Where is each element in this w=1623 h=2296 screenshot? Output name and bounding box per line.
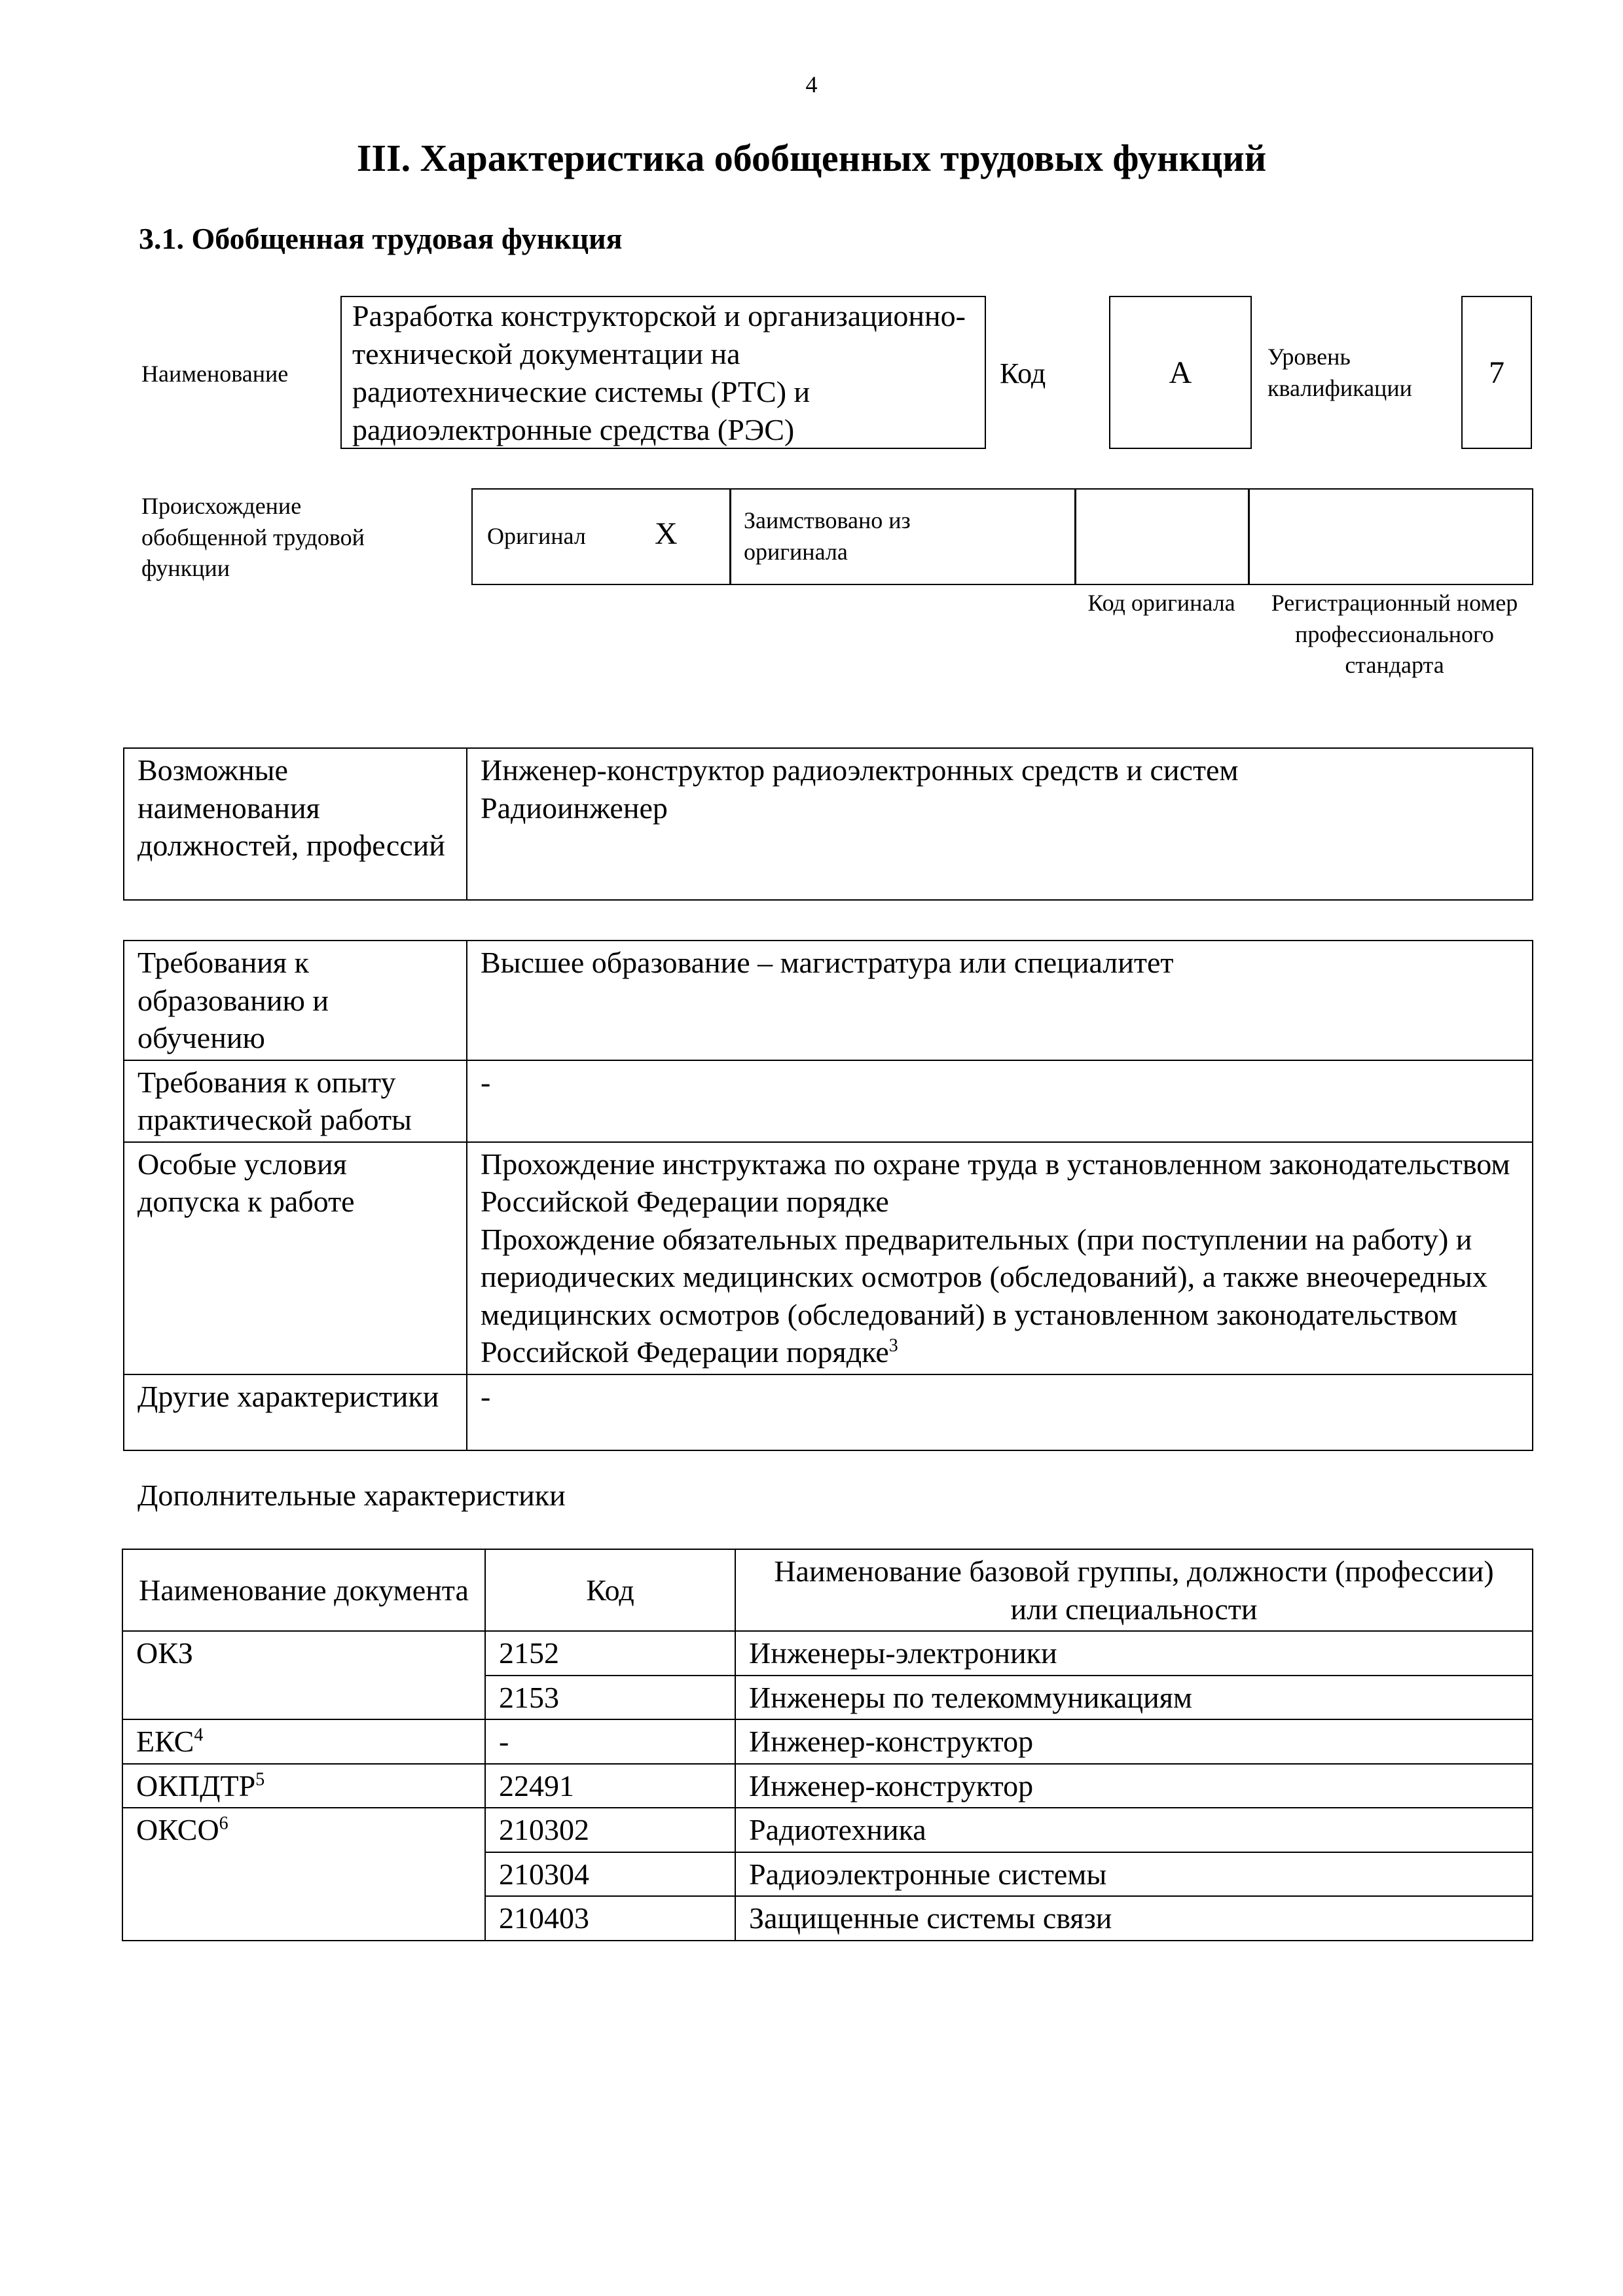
- table-row: [124, 1142, 1533, 1374]
- document-cell: ОКЗ: [122, 1631, 485, 1719]
- origin-label: Происхождение обобщенной трудовой функции: [141, 493, 365, 582]
- code-value-box: [1109, 296, 1252, 449]
- additional-title: Дополнительные характеристики: [137, 1479, 566, 1512]
- education-value: Высшее образование – магистратура или специалитет: [467, 941, 1533, 1060]
- experience-label: Требования к опыту практической работы: [124, 1060, 467, 1142]
- footnote-ref: 6: [219, 1813, 228, 1834]
- name-value-box: [340, 296, 986, 449]
- code-cell: 210403: [485, 1896, 735, 1941]
- table-row: [124, 1374, 1533, 1450]
- special-condition-item: Прохождение обязательных предварительных (при поступлении на работу) и периодических медицинских осмотров (обследований), а также внеочередных медицинских осмотров (обследований) в установленном законодательством Российской Федерации порядке$^3$: [481, 1222, 1487, 1369]
- group-name-cell: Инженер-конструктор: [735, 1719, 1533, 1764]
- borrowed-label: Заимствовано из оригинала: [744, 507, 911, 565]
- document-cell: ОКСО$^6$: [122, 1808, 485, 1941]
- name-value: Разработка конструкторской и организационно-технической документации на радиотехнические системы (РТС) и радиоэлектронные средства (РЭС): [352, 299, 966, 446]
- document-cell: ЕКС$^4$: [122, 1719, 485, 1764]
- origin-divider-1: [729, 488, 731, 585]
- name-label: Наименование: [141, 361, 289, 387]
- table-row: [122, 1764, 1533, 1808]
- table-row: [122, 1631, 1533, 1676]
- requirements-table: [123, 940, 1533, 1451]
- subsection-title: 3.1. Обобщенная трудовая функция: [139, 222, 623, 255]
- special-conditions-label: Особые условия допуска к работе: [124, 1142, 467, 1374]
- code-value: А: [1169, 355, 1192, 390]
- page-number: 4: [805, 71, 818, 98]
- group-name-cell: Инженер-конструктор: [735, 1764, 1533, 1808]
- header-code: Код: [485, 1549, 735, 1631]
- position-item: Радиоинженер: [481, 791, 668, 825]
- group-name-cell: Защищенные системы связи: [735, 1896, 1533, 1941]
- code-cell: 210304: [485, 1852, 735, 1897]
- positions-row: [124, 748, 1533, 900]
- other-label: Другие характеристики: [124, 1374, 467, 1450]
- experience-value: -: [467, 1060, 1533, 1142]
- code-cell: 210302: [485, 1808, 735, 1852]
- code-cell: -: [485, 1719, 735, 1764]
- original-mark: X: [655, 516, 678, 551]
- footnote-ref: 4: [194, 1725, 204, 1746]
- group-name-cell: Радиотехника: [735, 1808, 1533, 1852]
- table-row: [124, 941, 1533, 1060]
- positions-label: Возможные наименования должностей, профессий: [124, 748, 467, 900]
- positions-table: [123, 747, 1533, 901]
- document-cell: ОКПДТР$^5$: [122, 1764, 485, 1808]
- level-label: Уровень квалификации: [1267, 344, 1412, 401]
- positions-values: [467, 748, 1533, 900]
- origin-divider-3: [1248, 488, 1250, 585]
- section-title: III. Характеристика обобщенных трудовых функций: [356, 137, 1267, 179]
- table-row: [122, 1808, 1533, 1852]
- origin-divider-2: [1074, 488, 1076, 585]
- position-item: Инженер-конструктор радиоэлектронных средств и систем: [481, 753, 1239, 787]
- group-name-cell: Инженеры-электроники: [735, 1631, 1533, 1676]
- original-label: Оригинал: [487, 523, 586, 549]
- education-label: Требования к образованию и обучению: [124, 941, 467, 1060]
- footnote-ref: 5: [255, 1769, 265, 1790]
- table-header-row: [122, 1549, 1533, 1631]
- group-name-cell: Радиоэлектронные системы: [735, 1852, 1533, 1897]
- table-row: [122, 1719, 1533, 1764]
- group-name-cell: Инженеры по телекоммуникациям: [735, 1676, 1533, 1720]
- additional-table: [122, 1549, 1533, 1941]
- other-value: -: [467, 1374, 1533, 1450]
- registration-number-caption: Регистрационный номер профессионального стандарта: [1271, 590, 1518, 679]
- level-value: 7: [1489, 355, 1504, 390]
- header-document: Наименование документа: [122, 1549, 485, 1631]
- code-original-caption: Код оригинала: [1087, 590, 1235, 616]
- special-conditions-value: [467, 1142, 1533, 1374]
- special-condition-item: Прохождение инструктажа по охране труда в установленном законодательством Российской Федерации порядке: [481, 1147, 1510, 1218]
- table-row: [124, 1060, 1533, 1142]
- code-cell: 22491: [485, 1764, 735, 1808]
- footnote-ref: 3: [888, 1335, 898, 1356]
- code-label: Код: [1000, 357, 1046, 389]
- code-cell: 2152: [485, 1631, 735, 1676]
- code-cell: 2153: [485, 1676, 735, 1720]
- level-value-box: [1461, 296, 1532, 449]
- header-group-name: Наименование базовой группы, должности (профессии) или специальности: [735, 1549, 1533, 1631]
